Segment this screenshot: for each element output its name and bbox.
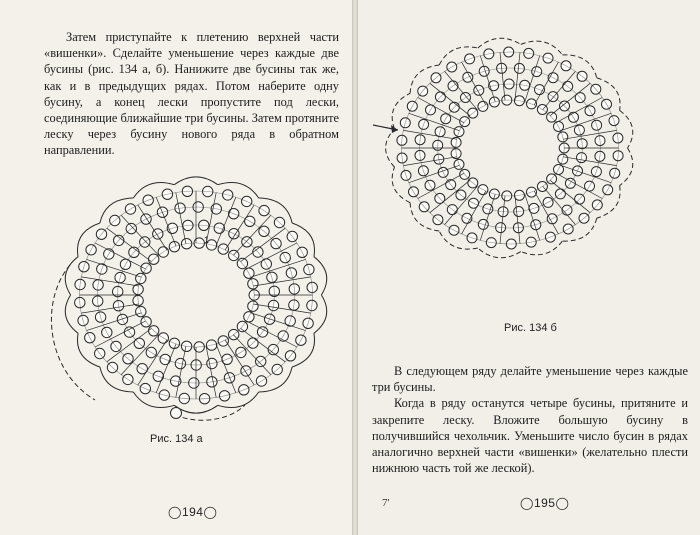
- right-paragraph-2: Когда в ряду останутся четыре бусины, притяните и закрепите леску. Вложите большую бусину в получившийся чехольчик. Уменьшите число бусин в рядах аналогично верхней части «вишенки» (желательно плести нижнюю часть той же леской).: [372, 396, 688, 476]
- thread-loop: [386, 129, 395, 167]
- thread-line: [253, 304, 310, 313]
- thread-line: [563, 130, 616, 139]
- right-page: [358, 0, 700, 535]
- ornament-icon: ◯: [520, 496, 534, 510]
- thread-line: [525, 194, 540, 240]
- figure-label-1: 1: [204, 235, 210, 245]
- page-number-195: 195: [533, 496, 556, 510]
- bead: [171, 408, 182, 419]
- left-page-number: [168, 505, 217, 519]
- thread-line: [81, 277, 138, 286]
- thread-line: [500, 52, 505, 100]
- thread-line: [206, 346, 216, 397]
- page-number-194: 194: [181, 505, 204, 519]
- thread-line: [500, 196, 505, 244]
- thread-line: [480, 194, 495, 240]
- thread-line: [525, 56, 540, 102]
- thread-loop: [174, 177, 218, 185]
- thread-loop: [478, 248, 521, 258]
- thread-line: [176, 193, 186, 244]
- left-paragraph: Затем приступайте к плетению верхней части «вишенки». Сделайте уменьшение через каждые две бусины (рис. 134 а, б). Нанижите две бусины так же, как и в предыдущих рядах. Потом наберите одну бусину, а конец лески пропустите под лески, соединяющие ближайшие три бусины. Затем протяните леску через бусину нового ряда в обратном направлении.: [44, 30, 339, 158]
- thread-line: [515, 196, 520, 244]
- thread-line: [563, 157, 616, 166]
- thread-line: [480, 56, 495, 102]
- thread-line: [87, 259, 142, 277]
- caption-134a: Рис. 134 а: [150, 433, 203, 445]
- thread-line: [176, 346, 186, 397]
- thread-line: [253, 277, 310, 286]
- right-paragraph-1: В следующем ряду делайте уменьшение через каждые три бусины.: [372, 364, 688, 395]
- thread-loop: [620, 110, 633, 148]
- arrow-head: [391, 125, 398, 133]
- thread-line: [403, 157, 456, 166]
- thread-line: [251, 259, 306, 277]
- caption-134b: Рис. 134 б: [504, 322, 557, 334]
- right-page-text: [372, 363, 688, 476]
- thread-line: [81, 304, 138, 313]
- right-page-number: [520, 496, 569, 510]
- thread-loop: [65, 257, 78, 295]
- thread-loop: [314, 295, 327, 333]
- ornament-icon: ◯: [555, 496, 570, 510]
- thread-line: [216, 344, 236, 393]
- thread-line: [403, 130, 456, 139]
- ornament-icon: ◯: [203, 505, 218, 519]
- thread-line: [515, 52, 520, 100]
- ornament-icon: ◯: [168, 505, 182, 519]
- thread-loop: [478, 38, 521, 48]
- margin-mark: 7': [382, 497, 390, 509]
